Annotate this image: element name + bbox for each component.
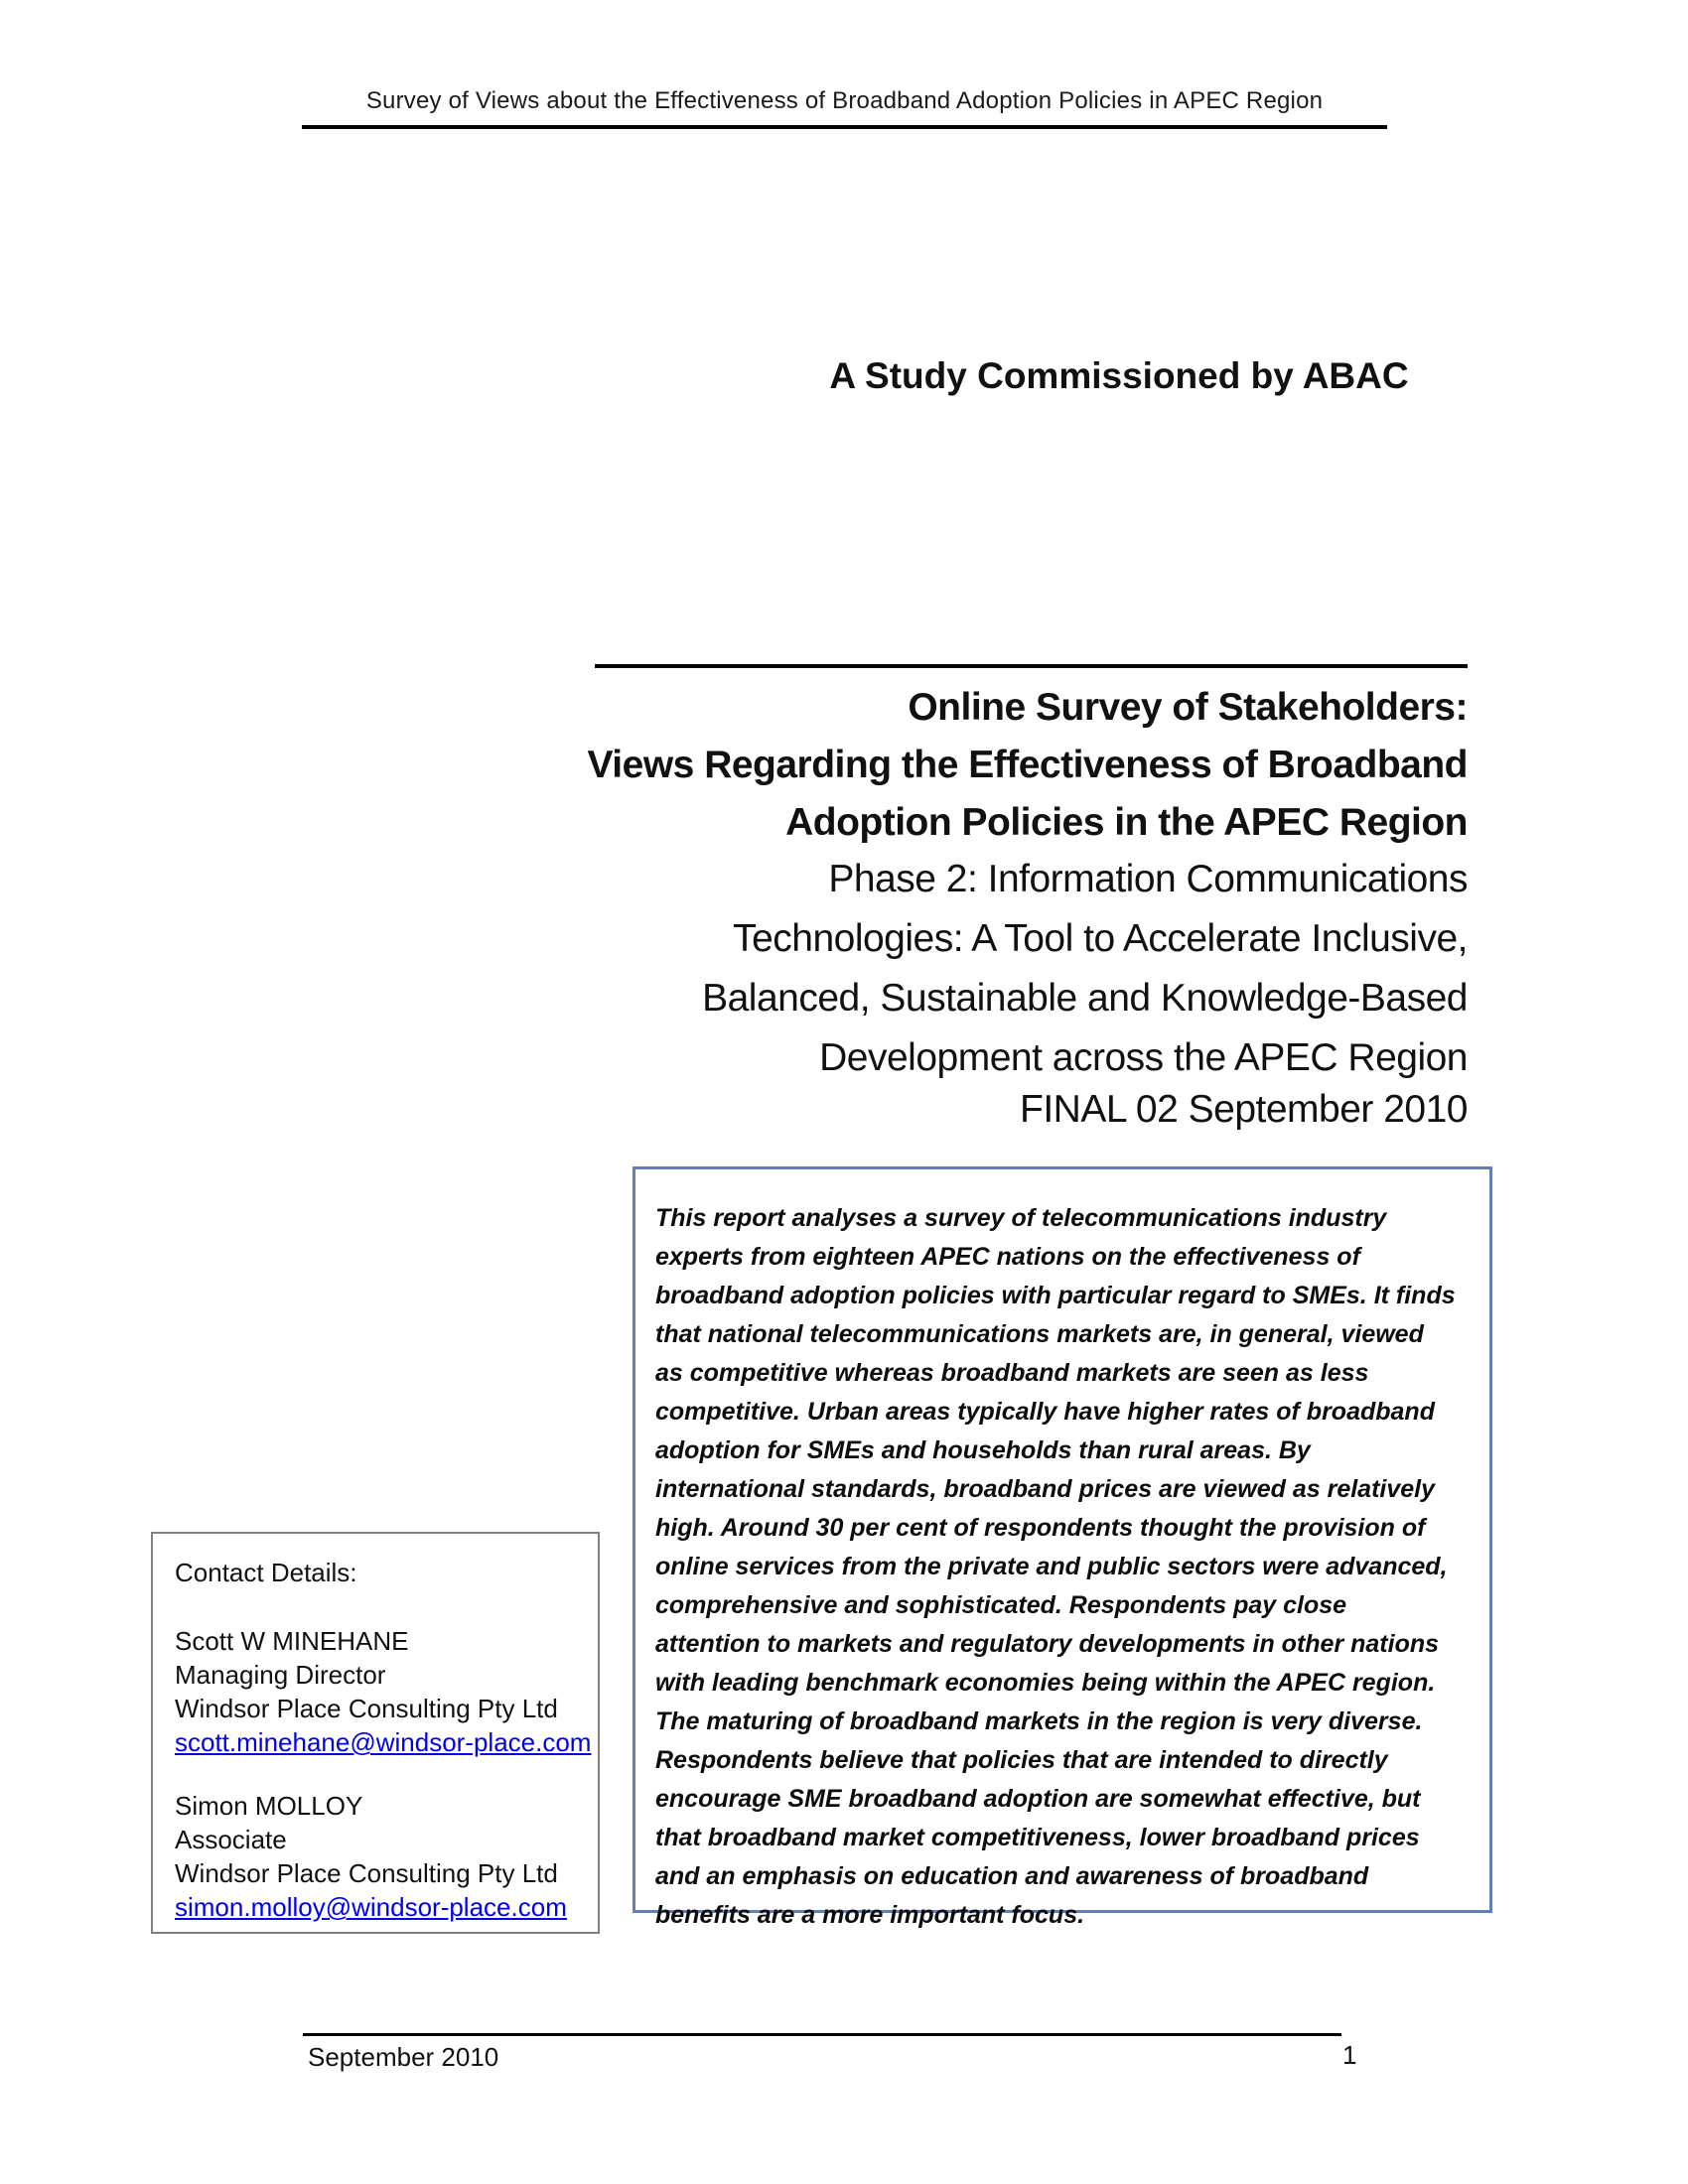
report-subtitle-line-4: Development across the APEC Region	[819, 1036, 1468, 1079]
contact-person-2-name: Simon MOLLOY	[175, 1791, 363, 1821]
contact-person-2	[175, 1789, 580, 1924]
contact-details-box	[151, 1532, 600, 1934]
report-title-line-1: Online Survey of Stakeholders:	[908, 686, 1468, 729]
contact-person-1-role: Managing Director	[175, 1660, 386, 1690]
report-subtitle-line-2: Technologies: A Tool to Accelerate Inclusive,	[733, 917, 1468, 960]
footer-divider	[303, 2033, 1341, 2036]
abstract-box	[633, 1166, 1492, 1929]
contact-person-1-email-link[interactable]: scott.minehane@windsor-place.com	[175, 1727, 592, 1757]
header-divider	[302, 125, 1387, 129]
abstract-text: This report analyses a survey of telecommunications industry experts from eighteen APEC nations on the effectiveness of broadband adoption policies with particular regard to SMEs. It finds that national telecommunications markets are, in general, viewed as competitive whereas broadband markets are seen as less competitive. Urban areas typically have higher rates of broadband adoption for SMEs and households than rural areas. By international standards, broadband prices are viewed as relatively high. Around 30 per cent of respondents thought the provision of online services from the private and public sectors were advanced, comprehensive and sophisticated. Respondents pay close attention to markets and regulatory developments in other nations with leading benchmark economies being within the APEC region. The maturing of broadband markets in the region is very diverse. Respondents believe that policies that are intended to directly encourage SME broadband adoption are somewhat effective, but that broadband market competitiveness, lower broadband prices and an emphasis on education and awareness of broadband benefits are a more important focus.	[655, 1204, 1456, 1929]
report-title	[298, 679, 1468, 852]
page-header-title: Survey of Views about the Effectiveness of Broadband Adoption Policies in APEC Region	[365, 87, 1324, 114]
version-date-line: FINAL 02 September 2010	[1020, 1088, 1468, 1131]
contact-person-2-company: Windsor Place Consulting Pty Ltd	[175, 1858, 558, 1888]
report-subtitle-line-3: Balanced, Sustainable and Knowledge-Based	[702, 977, 1468, 1020]
contact-person-1	[175, 1624, 592, 1759]
contact-person-2-role: Associate	[175, 1825, 287, 1854]
contact-details-heading: Contact Details:	[175, 1558, 357, 1587]
report-title-line-2: Views Regarding the Effectiveness of Broadband	[587, 744, 1468, 786]
report-title-line-3: Adoption Policies in the APEC Region	[785, 801, 1468, 844]
contact-person-2-email-link[interactable]: simon.molloy@windsor-place.com	[175, 1892, 567, 1922]
commissioned-by-line: A Study Commissioned by ABAC	[829, 355, 1409, 396]
footer-date: September 2010	[308, 2042, 499, 2072]
contact-person-1-name: Scott W MINEHANE	[175, 1626, 409, 1656]
report-subtitle	[298, 850, 1468, 1088]
title-divider	[595, 664, 1468, 668]
footer-page-number: 1	[1342, 2040, 1357, 2070]
report-subtitle-line-1: Phase 2: Information Communications	[828, 858, 1468, 900]
contact-person-1-company: Windsor Place Consulting Pty Ltd	[175, 1694, 558, 1723]
